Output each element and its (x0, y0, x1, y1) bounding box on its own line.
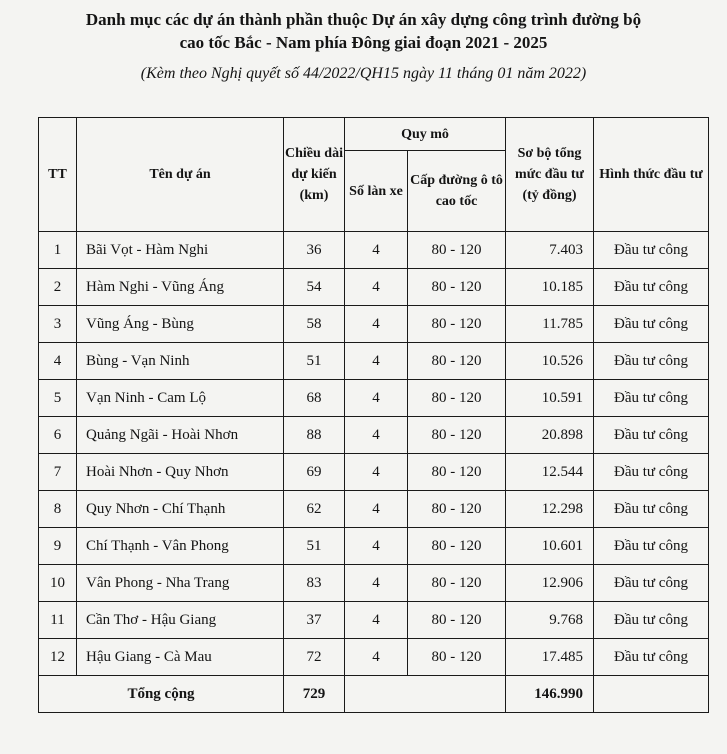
cell-cost: 10.185 (506, 269, 594, 306)
cell-investment-form: Đầu tư công (594, 306, 709, 343)
cell-investment-form: Đầu tư công (594, 639, 709, 676)
cell-cost: 12.906 (506, 565, 594, 602)
cell-investment-form: Đầu tư công (594, 491, 709, 528)
document-subtitle: (Kèm theo Nghị quyết số 44/2022/QH15 ngày 11 tháng 01 năm 2022) (140, 65, 587, 82)
cell-cost: 11.785 (506, 306, 594, 343)
cell-length: 88 (284, 417, 345, 454)
header-form: Hình thức đầu tư (594, 118, 709, 232)
cell-cost: 20.898 (506, 417, 594, 454)
cell-lanes: 4 (345, 602, 408, 639)
cell-length: 37 (284, 602, 345, 639)
cell-lanes: 4 (345, 565, 408, 602)
document-title-line-1: Danh mục các dự án thành phần thuộc Dự án xây dựng công trình đường bộ (85, 10, 642, 29)
cell-cost: 7.403 (506, 232, 594, 269)
cell-tt: 10 (39, 565, 77, 602)
cell-tt: 11 (39, 602, 77, 639)
cell-investment-form: Đầu tư công (594, 343, 709, 380)
cell-lanes: 4 (345, 232, 408, 269)
cell-grade: 80 - 120 (408, 602, 506, 639)
cell-project-name: Hoài Nhơn - Quy Nhơn (77, 454, 284, 491)
cell-cost: 10.526 (506, 343, 594, 380)
cell-lanes: 4 (345, 269, 408, 306)
cell-tt: 12 (39, 639, 77, 676)
table-row (39, 269, 709, 306)
cell-tt: 8 (39, 491, 77, 528)
cell-project-name: Bùng - Vạn Ninh (77, 343, 284, 380)
table-row (39, 343, 709, 380)
table-row (39, 602, 709, 639)
cell-investment-form: Đầu tư công (594, 565, 709, 602)
cell-investment-form: Đầu tư công (594, 602, 709, 639)
table-row (39, 380, 709, 417)
cell-length: 54 (284, 269, 345, 306)
total-empty-form (594, 676, 709, 713)
cell-grade: 80 - 120 (408, 491, 506, 528)
cell-tt: 1 (39, 232, 77, 269)
cell-project-name: Hậu Giang - Cà Mau (77, 639, 284, 676)
table-row (39, 306, 709, 343)
table-row (39, 491, 709, 528)
cell-lanes: 4 (345, 380, 408, 417)
cell-grade: 80 - 120 (408, 380, 506, 417)
cell-tt: 3 (39, 306, 77, 343)
cell-grade: 80 - 120 (408, 417, 506, 454)
cell-cost: 12.298 (506, 491, 594, 528)
cell-project-name: Chí Thạnh - Vân Phong (77, 528, 284, 565)
table-row (39, 639, 709, 676)
cell-project-name: Cần Thơ - Hậu Giang (77, 602, 284, 639)
table-row (39, 417, 709, 454)
cell-grade: 80 - 120 (408, 269, 506, 306)
table-row (39, 454, 709, 491)
cell-lanes: 4 (345, 491, 408, 528)
cell-investment-form: Đầu tư công (594, 380, 709, 417)
cell-lanes: 4 (345, 343, 408, 380)
total-cost: 146.990 (506, 676, 594, 713)
cell-investment-form: Đầu tư công (594, 528, 709, 565)
cell-investment-form: Đầu tư công (594, 417, 709, 454)
cell-grade: 80 - 120 (408, 565, 506, 602)
cell-lanes: 4 (345, 306, 408, 343)
cell-grade: 80 - 120 (408, 306, 506, 343)
cell-length: 69 (284, 454, 345, 491)
header-name: Tên dự án (77, 118, 284, 232)
header-cost: Sơ bộ tổng mức đầu tư (tỷ đồng) (506, 118, 594, 232)
cell-tt: 4 (39, 343, 77, 380)
cell-length: 36 (284, 232, 345, 269)
table-row (39, 232, 709, 269)
cell-cost: 10.601 (506, 528, 594, 565)
cell-length: 51 (284, 528, 345, 565)
cell-length: 62 (284, 491, 345, 528)
projects-table (38, 117, 709, 713)
cell-project-name: Vũng Áng - Bùng (77, 306, 284, 343)
cell-project-name: Bãi Vọt - Hàm Nghi (77, 232, 284, 269)
cell-length: 72 (284, 639, 345, 676)
cell-tt: 7 (39, 454, 77, 491)
total-label: Tổng cộng (39, 676, 284, 713)
cell-cost: 10.591 (506, 380, 594, 417)
cell-grade: 80 - 120 (408, 528, 506, 565)
cell-investment-form: Đầu tư công (594, 269, 709, 306)
cell-investment-form: Đầu tư công (594, 454, 709, 491)
cell-length: 51 (284, 343, 345, 380)
header-grade: Cấp đường ô tô cao tốc (408, 151, 506, 232)
cell-tt: 5 (39, 380, 77, 417)
total-empty-scale (345, 676, 506, 713)
cell-project-name: Vân Phong - Nha Trang (77, 565, 284, 602)
cell-length: 58 (284, 306, 345, 343)
header-tt: TT (39, 118, 77, 232)
total-row (39, 676, 709, 713)
cell-tt: 6 (39, 417, 77, 454)
cell-grade: 80 - 120 (408, 343, 506, 380)
cell-grade: 80 - 120 (408, 232, 506, 269)
total-length: 729 (284, 676, 345, 713)
cell-tt: 2 (39, 269, 77, 306)
cell-cost: 12.544 (506, 454, 594, 491)
cell-grade: 80 - 120 (408, 454, 506, 491)
cell-investment-form: Đầu tư công (594, 232, 709, 269)
table-row (39, 565, 709, 602)
cell-tt: 9 (39, 528, 77, 565)
header-lanes: Số làn xe (345, 151, 408, 232)
cell-length: 83 (284, 565, 345, 602)
cell-project-name: Quảng Ngãi - Hoài Nhơn (77, 417, 284, 454)
cell-grade: 80 - 120 (408, 639, 506, 676)
cell-cost: 9.768 (506, 602, 594, 639)
cell-lanes: 4 (345, 454, 408, 491)
cell-length: 68 (284, 380, 345, 417)
cell-lanes: 4 (345, 528, 408, 565)
cell-project-name: Hàm Nghi - Vũng Áng (77, 269, 284, 306)
header-length: Chiều dài dự kiến (km) (284, 118, 345, 232)
cell-project-name: Vạn Ninh - Cam Lộ (77, 380, 284, 417)
cell-lanes: 4 (345, 639, 408, 676)
cell-project-name: Quy Nhơn - Chí Thạnh (77, 491, 284, 528)
header-scale: Quy mô (345, 118, 506, 151)
cell-lanes: 4 (345, 417, 408, 454)
table-row (39, 528, 709, 565)
cell-cost: 17.485 (506, 639, 594, 676)
document-title-line-2: cao tốc Bắc - Nam phía Đông giai đoạn 2021 - 2025 (179, 33, 548, 52)
